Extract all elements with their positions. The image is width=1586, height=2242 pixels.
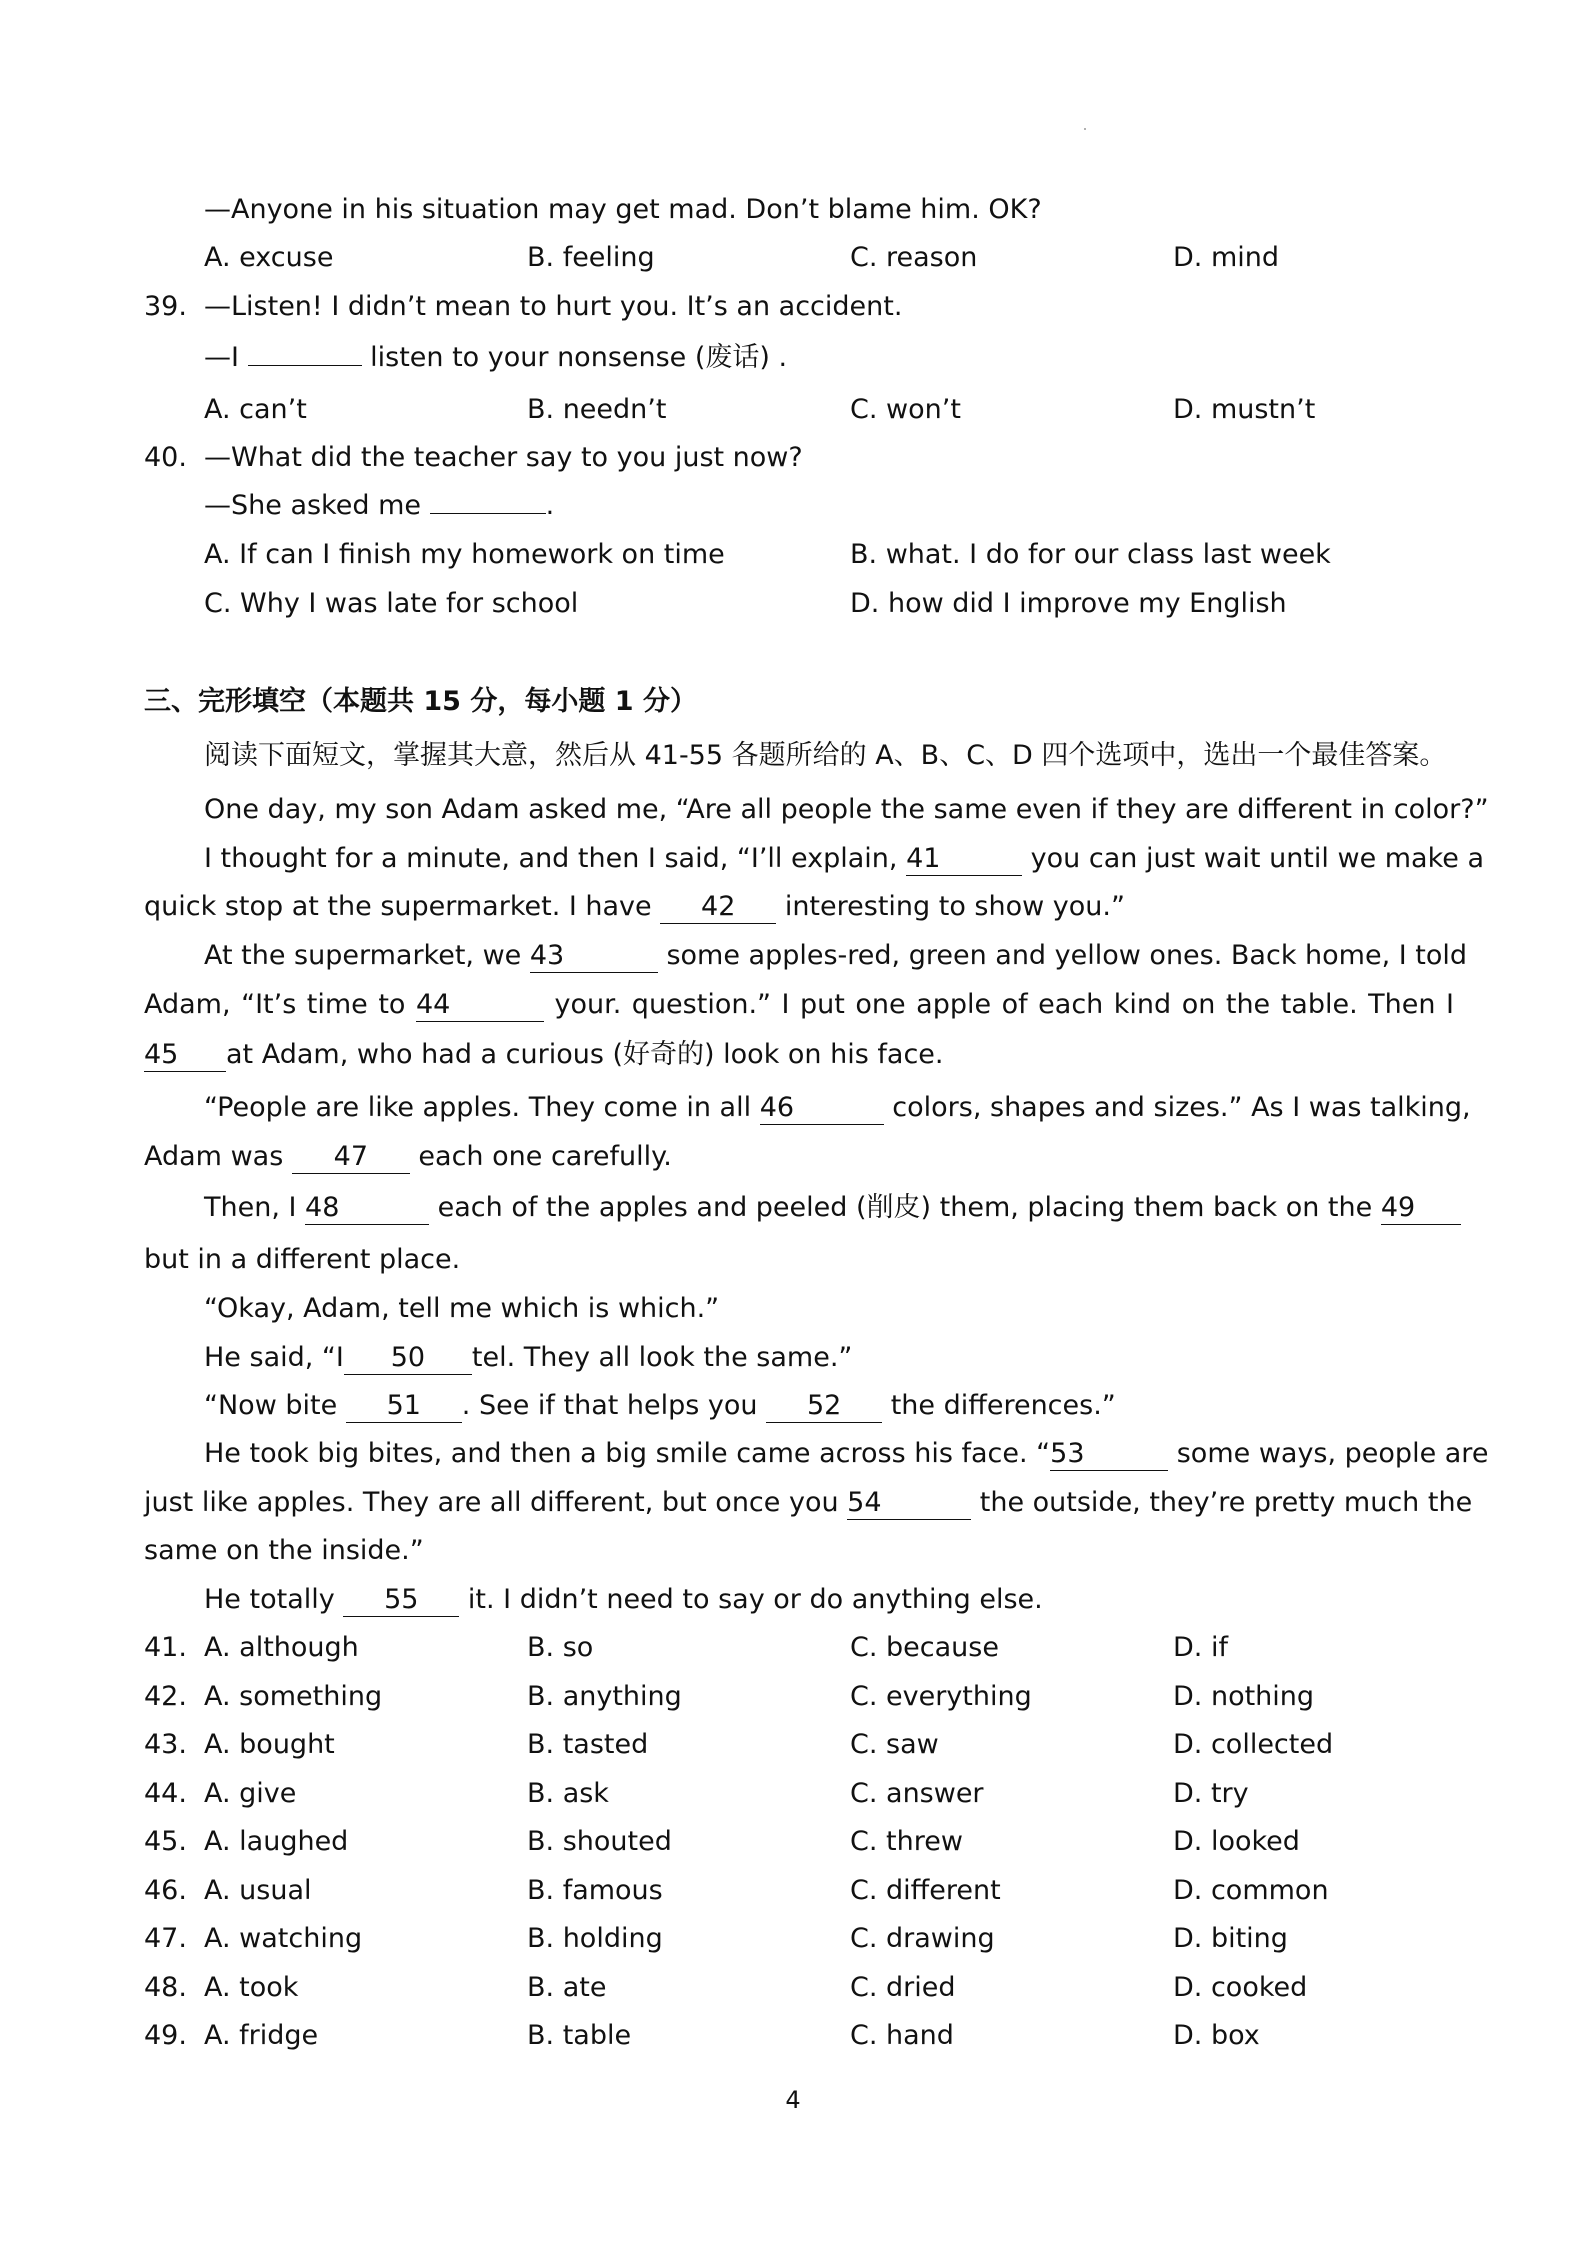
choice-number: 46. — [144, 1875, 187, 1906]
passage-line-7 — [204, 1088, 1471, 1128]
choice-number: 49. — [144, 2020, 187, 2051]
choice-number: 47. — [144, 1923, 187, 1954]
passage-line-17 — [204, 1580, 1454, 1620]
passage-text: some apples-red, green and yellow ones. Back home, I told — [657, 940, 1468, 971]
option-b[interactable]: B. anything — [527, 1681, 682, 1712]
blank-48[interactable]: 48 — [305, 1192, 429, 1225]
option-b[interactable]: B. holding — [527, 1923, 663, 1954]
choice-number: 44. — [144, 1778, 187, 1809]
passage-line-16: same on the inside.” — [144, 1535, 424, 1566]
passage-text: Then, I — [204, 1192, 306, 1223]
q40-options-row2 — [144, 584, 1454, 624]
option-c[interactable]: C. saw — [850, 1729, 939, 1760]
option-d[interactable]: D. collected — [1173, 1729, 1334, 1760]
option-b[interactable]: B. tasted — [527, 1729, 649, 1760]
passage-line-5 — [144, 985, 1454, 1025]
choice-row — [144, 1628, 1454, 1668]
option-a[interactable]: A. watching — [204, 1923, 363, 1954]
blank-42[interactable]: 42 — [660, 891, 776, 924]
q40-option-c[interactable]: C. Why I was late for school — [204, 588, 579, 619]
blank-49[interactable]: 49 — [1381, 1192, 1461, 1225]
q39-line2-post: listen to your nonsense (废话) . — [361, 342, 788, 373]
q39-number: 39. — [144, 291, 187, 322]
q40-line2-post: . — [545, 490, 555, 521]
q40-option-b[interactable]: B. what. I do for our class last week — [850, 539, 1331, 570]
passage-text: it. I didn’t need to say or do anything else. — [459, 1584, 1043, 1615]
passage-text: . See if that helps you — [461, 1390, 767, 1421]
passage-line-9 — [204, 1188, 1454, 1228]
blank-46[interactable]: 46 — [760, 1092, 884, 1125]
option-b[interactable]: B. so — [527, 1632, 594, 1663]
blank-54[interactable]: 54 — [847, 1487, 971, 1520]
passage-line-10: but in a different place. — [144, 1244, 461, 1275]
passage-text: just like apples. They are all different, but once you — [144, 1487, 848, 1518]
q40-option-a[interactable]: A. If can I finish my homework on time — [204, 539, 725, 570]
passage-text: interesting to show you.” — [776, 891, 1125, 922]
q39-line2-pre: —I — [204, 342, 248, 373]
q39-option-a[interactable]: A. can’t — [204, 394, 307, 425]
q38-dialog: —Anyone in his situation may get mad. Don’t blame him. OK? — [204, 194, 1042, 225]
choice-row — [144, 1822, 1454, 1862]
option-b[interactable]: B. ask — [527, 1778, 609, 1809]
q40-line2-pre: —She asked me — [204, 490, 430, 521]
q40-text: —What did the teacher say to you just now? — [204, 442, 803, 473]
q39-option-c[interactable]: C. won’t — [850, 394, 961, 425]
passage-text: He said, “I — [204, 1342, 344, 1373]
blank-52[interactable]: 52 — [766, 1390, 882, 1423]
page-number: 4 — [785, 2086, 801, 2114]
passage-text: He totally — [204, 1584, 344, 1615]
option-c[interactable]: C. hand — [850, 2020, 954, 2051]
choice-row — [144, 1725, 1454, 1765]
passage-text: I thought for a minute, and then I said, “I’ll explain, — [204, 843, 907, 874]
option-c[interactable]: C. dried — [850, 1972, 956, 2003]
q39-option-d[interactable]: D. mustn’t — [1173, 394, 1316, 425]
passage-line-3 — [144, 887, 1454, 927]
passage-text: you can just wait until we make a — [1022, 843, 1485, 874]
passage-line-14 — [204, 1434, 1489, 1474]
q40-options-row1 — [144, 535, 1454, 575]
choice-row — [144, 1871, 1454, 1911]
q38-option-d[interactable]: D. mind — [1173, 242, 1280, 273]
blank-43[interactable]: 43 — [530, 940, 658, 973]
q39-line2 — [204, 338, 1454, 378]
choice-row — [144, 1968, 1454, 2008]
q39-text: —Listen! I didn’t mean to hurt you. It’s an accident. — [204, 291, 903, 322]
passage-text: “Now bite — [204, 1390, 346, 1421]
option-a[interactable]: A. laughed — [204, 1826, 349, 1857]
q40-line2 — [204, 486, 1454, 526]
q38-option-c[interactable]: C. reason — [850, 242, 978, 273]
passage-text: colors, shapes and sizes.” As I was talking, — [883, 1092, 1471, 1123]
option-d[interactable]: D. try — [1173, 1778, 1249, 1809]
option-b[interactable]: B. ate — [527, 1972, 607, 2003]
blank-53[interactable]: 53 — [1050, 1438, 1168, 1471]
q39-option-b[interactable]: B. needn’t — [527, 394, 667, 425]
option-c[interactable]: C. everything — [850, 1681, 1032, 1712]
option-d[interactable]: D. looked — [1173, 1826, 1300, 1857]
passage-text: tel. They all look the same.” — [471, 1342, 853, 1373]
option-a[interactable]: A. give — [204, 1778, 297, 1809]
q40-option-d[interactable]: D. how did I improve my English — [850, 588, 1287, 619]
q40-number: 40. — [144, 442, 187, 473]
choice-number: 45. — [144, 1826, 187, 1857]
section3-heading: 三、完形填空（本题共 15 分，每小题 1 分） — [144, 686, 697, 717]
passage-text: at Adam, who had a curious (好奇的) look on his face. — [226, 1039, 944, 1070]
blank-51[interactable]: 51 — [346, 1390, 462, 1423]
choice-row — [144, 1774, 1454, 1814]
q38-option-a[interactable]: A. excuse — [204, 242, 334, 273]
q39-line1 — [144, 287, 1454, 327]
option-a[interactable]: A. bought — [204, 1729, 335, 1760]
passage-line-11: “Okay, Adam, tell me which is which.” — [204, 1293, 720, 1324]
option-b[interactable]: B. famous — [527, 1875, 663, 1906]
blank-44[interactable]: 44 — [416, 989, 544, 1022]
passage-text: “People are like apples. They come in all — [204, 1092, 760, 1123]
option-a[interactable]: A. fridge — [204, 2020, 319, 2051]
q39-options — [144, 390, 1454, 430]
option-a[interactable]: A. something — [204, 1681, 383, 1712]
option-a[interactable]: A. usual — [204, 1875, 312, 1906]
passage-text: each one carefully. — [409, 1141, 672, 1172]
choice-row — [144, 1677, 1454, 1717]
option-c[interactable]: C. answer — [850, 1778, 984, 1809]
blank-41[interactable]: 41 — [906, 843, 1022, 876]
blank-50[interactable]: 50 — [344, 1342, 472, 1375]
option-d[interactable]: D. if — [1173, 1632, 1228, 1663]
option-a[interactable]: A. took — [204, 1972, 299, 2003]
option-c[interactable]: C. different — [850, 1875, 1001, 1906]
passage-text: some ways, people are — [1168, 1438, 1489, 1469]
choice-row — [144, 1919, 1454, 1959]
passage-line-15 — [144, 1483, 1473, 1523]
choice-number: 43. — [144, 1729, 187, 1760]
section3-instruction: 阅读下面短文，掌握其大意，然后从 41-55 各题所给的 A、B、C、D 四个选项中，选出一个最佳答案。 — [204, 740, 1447, 771]
blank-47[interactable]: 47 — [292, 1141, 410, 1174]
q38-options — [144, 238, 1454, 278]
blank-55[interactable]: 55 — [343, 1584, 459, 1617]
q40-blank[interactable] — [430, 513, 546, 514]
passage-line-13 — [204, 1386, 1454, 1426]
option-c[interactable]: C. drawing — [850, 1923, 995, 1954]
q39-blank[interactable] — [248, 365, 362, 366]
passage-text: the differences.” — [882, 1390, 1116, 1421]
choice-number: 41. — [144, 1632, 187, 1663]
blank-45[interactable]: 45 — [144, 1039, 226, 1072]
option-c[interactable]: C. threw — [850, 1826, 963, 1857]
passage-text: each of the apples and peeled (削皮) them, placing them back on the — [429, 1192, 1381, 1223]
passage-text: the outside, they’re pretty much the — [971, 1487, 1473, 1518]
option-b[interactable]: B. table — [527, 2020, 632, 2051]
passage-text: He took big bites, and then a big smile came across his face. “ — [204, 1438, 1051, 1469]
option-c[interactable]: C. because — [850, 1632, 999, 1663]
choice-number: 42. — [144, 1681, 187, 1712]
passage-text: Adam was — [144, 1141, 292, 1172]
q40-line1 — [144, 438, 1454, 478]
passage-line-1: One day, my son Adam asked me, “Are all people the same even if they are different in color?” — [204, 794, 1489, 825]
passage-text: your. question.” I put one apple of each kind on the table. Then I — [543, 989, 1454, 1020]
option-a[interactable]: A. although — [204, 1632, 359, 1663]
passage-line-8 — [144, 1137, 1454, 1177]
q38-option-b[interactable]: B. feeling — [527, 242, 655, 273]
option-d[interactable]: D. common — [1173, 1875, 1329, 1906]
passage-line-2 — [204, 839, 1485, 879]
option-d[interactable]: D. nothing — [1173, 1681, 1315, 1712]
choice-number: 48. — [144, 1972, 187, 2003]
passage-line-4 — [204, 936, 1468, 976]
passage-text: Adam, “It’s time to — [144, 989, 416, 1020]
option-d[interactable]: D. biting — [1173, 1923, 1288, 1954]
passage-text: At the supermarket, we — [204, 940, 530, 971]
option-d[interactable]: D. cooked — [1173, 1972, 1308, 2003]
passage-line-6 — [144, 1035, 1454, 1075]
passage-line-12 — [204, 1338, 1454, 1378]
scan-speck — [1084, 128, 1086, 130]
passage-text: quick stop at the supermarket. I have — [144, 891, 661, 922]
option-b[interactable]: B. shouted — [527, 1826, 672, 1857]
option-d[interactable]: D. box — [1173, 2020, 1260, 2051]
choice-row — [144, 2016, 1454, 2056]
